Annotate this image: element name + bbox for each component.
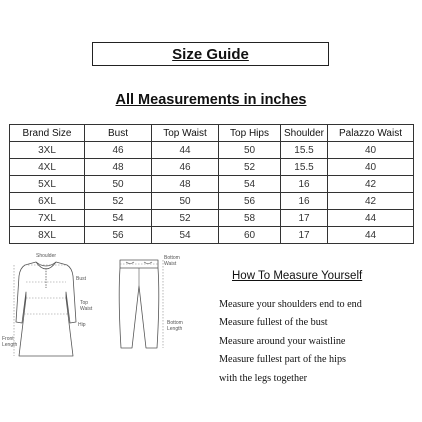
table-cell: 50 bbox=[219, 142, 281, 159]
column-header: Palazzo Waist bbox=[328, 125, 414, 142]
list-item: Measure around your waistline bbox=[219, 335, 346, 347]
table-cell: 16 bbox=[281, 176, 328, 193]
table-cell: 48 bbox=[152, 176, 219, 193]
list-item: Measure your shoulders end to end bbox=[219, 299, 362, 310]
table-cell: 44 bbox=[328, 227, 414, 244]
measurements-subtitle: All Measurements in inches bbox=[115, 92, 307, 108]
table-cell: 48 bbox=[85, 159, 152, 176]
measure-instructions-list bbox=[219, 296, 362, 388]
label-hip: Hip bbox=[78, 322, 86, 328]
table-cell: 3XL bbox=[10, 142, 85, 159]
measurement-diagram bbox=[0, 248, 210, 422]
table-cell: 16 bbox=[281, 193, 328, 210]
table-cell: 44 bbox=[152, 142, 219, 159]
table-cell: 54 bbox=[85, 210, 152, 227]
column-header: Bust bbox=[85, 125, 152, 142]
size-guide-title-box bbox=[92, 42, 329, 66]
label-bottom-waist: Bottom Waist bbox=[164, 255, 180, 267]
table-cell: 44 bbox=[328, 210, 414, 227]
label-front-length: Front Length bbox=[2, 336, 18, 348]
table-cell: 46 bbox=[85, 142, 152, 159]
table-cell: 5XL bbox=[10, 176, 85, 193]
table-cell: 15.5 bbox=[281, 159, 328, 176]
table-cell: 60 bbox=[219, 227, 281, 244]
how-to-measure-title: How To Measure Yourself bbox=[232, 270, 363, 282]
table-cell: 58 bbox=[219, 210, 281, 227]
label-bottom-length: Bottom Length bbox=[167, 320, 183, 332]
column-header: Top Hips bbox=[219, 125, 281, 142]
palazzo-outline bbox=[119, 260, 159, 348]
label-bust: Bust bbox=[76, 276, 87, 282]
list-item: with the legs together bbox=[219, 372, 307, 384]
column-header: Top Waist bbox=[152, 125, 219, 142]
table-cell: 52 bbox=[219, 159, 281, 176]
table-cell: 4XL bbox=[10, 159, 85, 176]
label-shoulder: Shoulder bbox=[36, 253, 57, 259]
table-cell: 40 bbox=[328, 159, 414, 176]
table-header-row bbox=[10, 125, 414, 142]
table-cell: 50 bbox=[85, 176, 152, 193]
table-cell: 46 bbox=[152, 159, 219, 176]
table-cell: 54 bbox=[152, 227, 219, 244]
table-cell: 56 bbox=[219, 193, 281, 210]
table-cell: 40 bbox=[328, 142, 414, 159]
palazzo-measure-guides bbox=[120, 260, 163, 348]
table-row bbox=[10, 176, 414, 193]
table-row bbox=[10, 193, 414, 210]
table-row bbox=[10, 142, 414, 159]
table-row bbox=[10, 227, 414, 244]
table-row bbox=[10, 210, 414, 227]
label-top-waist: Top Waist bbox=[80, 300, 93, 312]
table-cell: 42 bbox=[328, 193, 414, 210]
table-cell: 50 bbox=[152, 193, 219, 210]
column-header: Brand Size bbox=[10, 125, 85, 142]
list-item: Measure fullest part of the hips bbox=[219, 354, 347, 366]
table-cell: 7XL bbox=[10, 210, 85, 227]
column-header: Shoulder bbox=[281, 125, 328, 142]
table-cell: 52 bbox=[85, 193, 152, 210]
page-title: Size Guide bbox=[172, 45, 249, 63]
kurta-outline bbox=[16, 262, 76, 356]
list-item: Measure fullest of the bust bbox=[219, 317, 328, 329]
table-cell: 17 bbox=[281, 227, 328, 244]
table-cell: 42 bbox=[328, 176, 414, 193]
size-chart-table bbox=[9, 124, 414, 244]
table-row bbox=[10, 159, 414, 176]
kurta-measure-guides bbox=[14, 265, 68, 356]
table-cell: 52 bbox=[152, 210, 219, 227]
table-cell: 54 bbox=[219, 176, 281, 193]
table-cell: 6XL bbox=[10, 193, 85, 210]
table-cell: 17 bbox=[281, 210, 328, 227]
table-cell: 8XL bbox=[10, 227, 85, 244]
table-cell: 15.5 bbox=[281, 142, 328, 159]
table-cell: 56 bbox=[85, 227, 152, 244]
